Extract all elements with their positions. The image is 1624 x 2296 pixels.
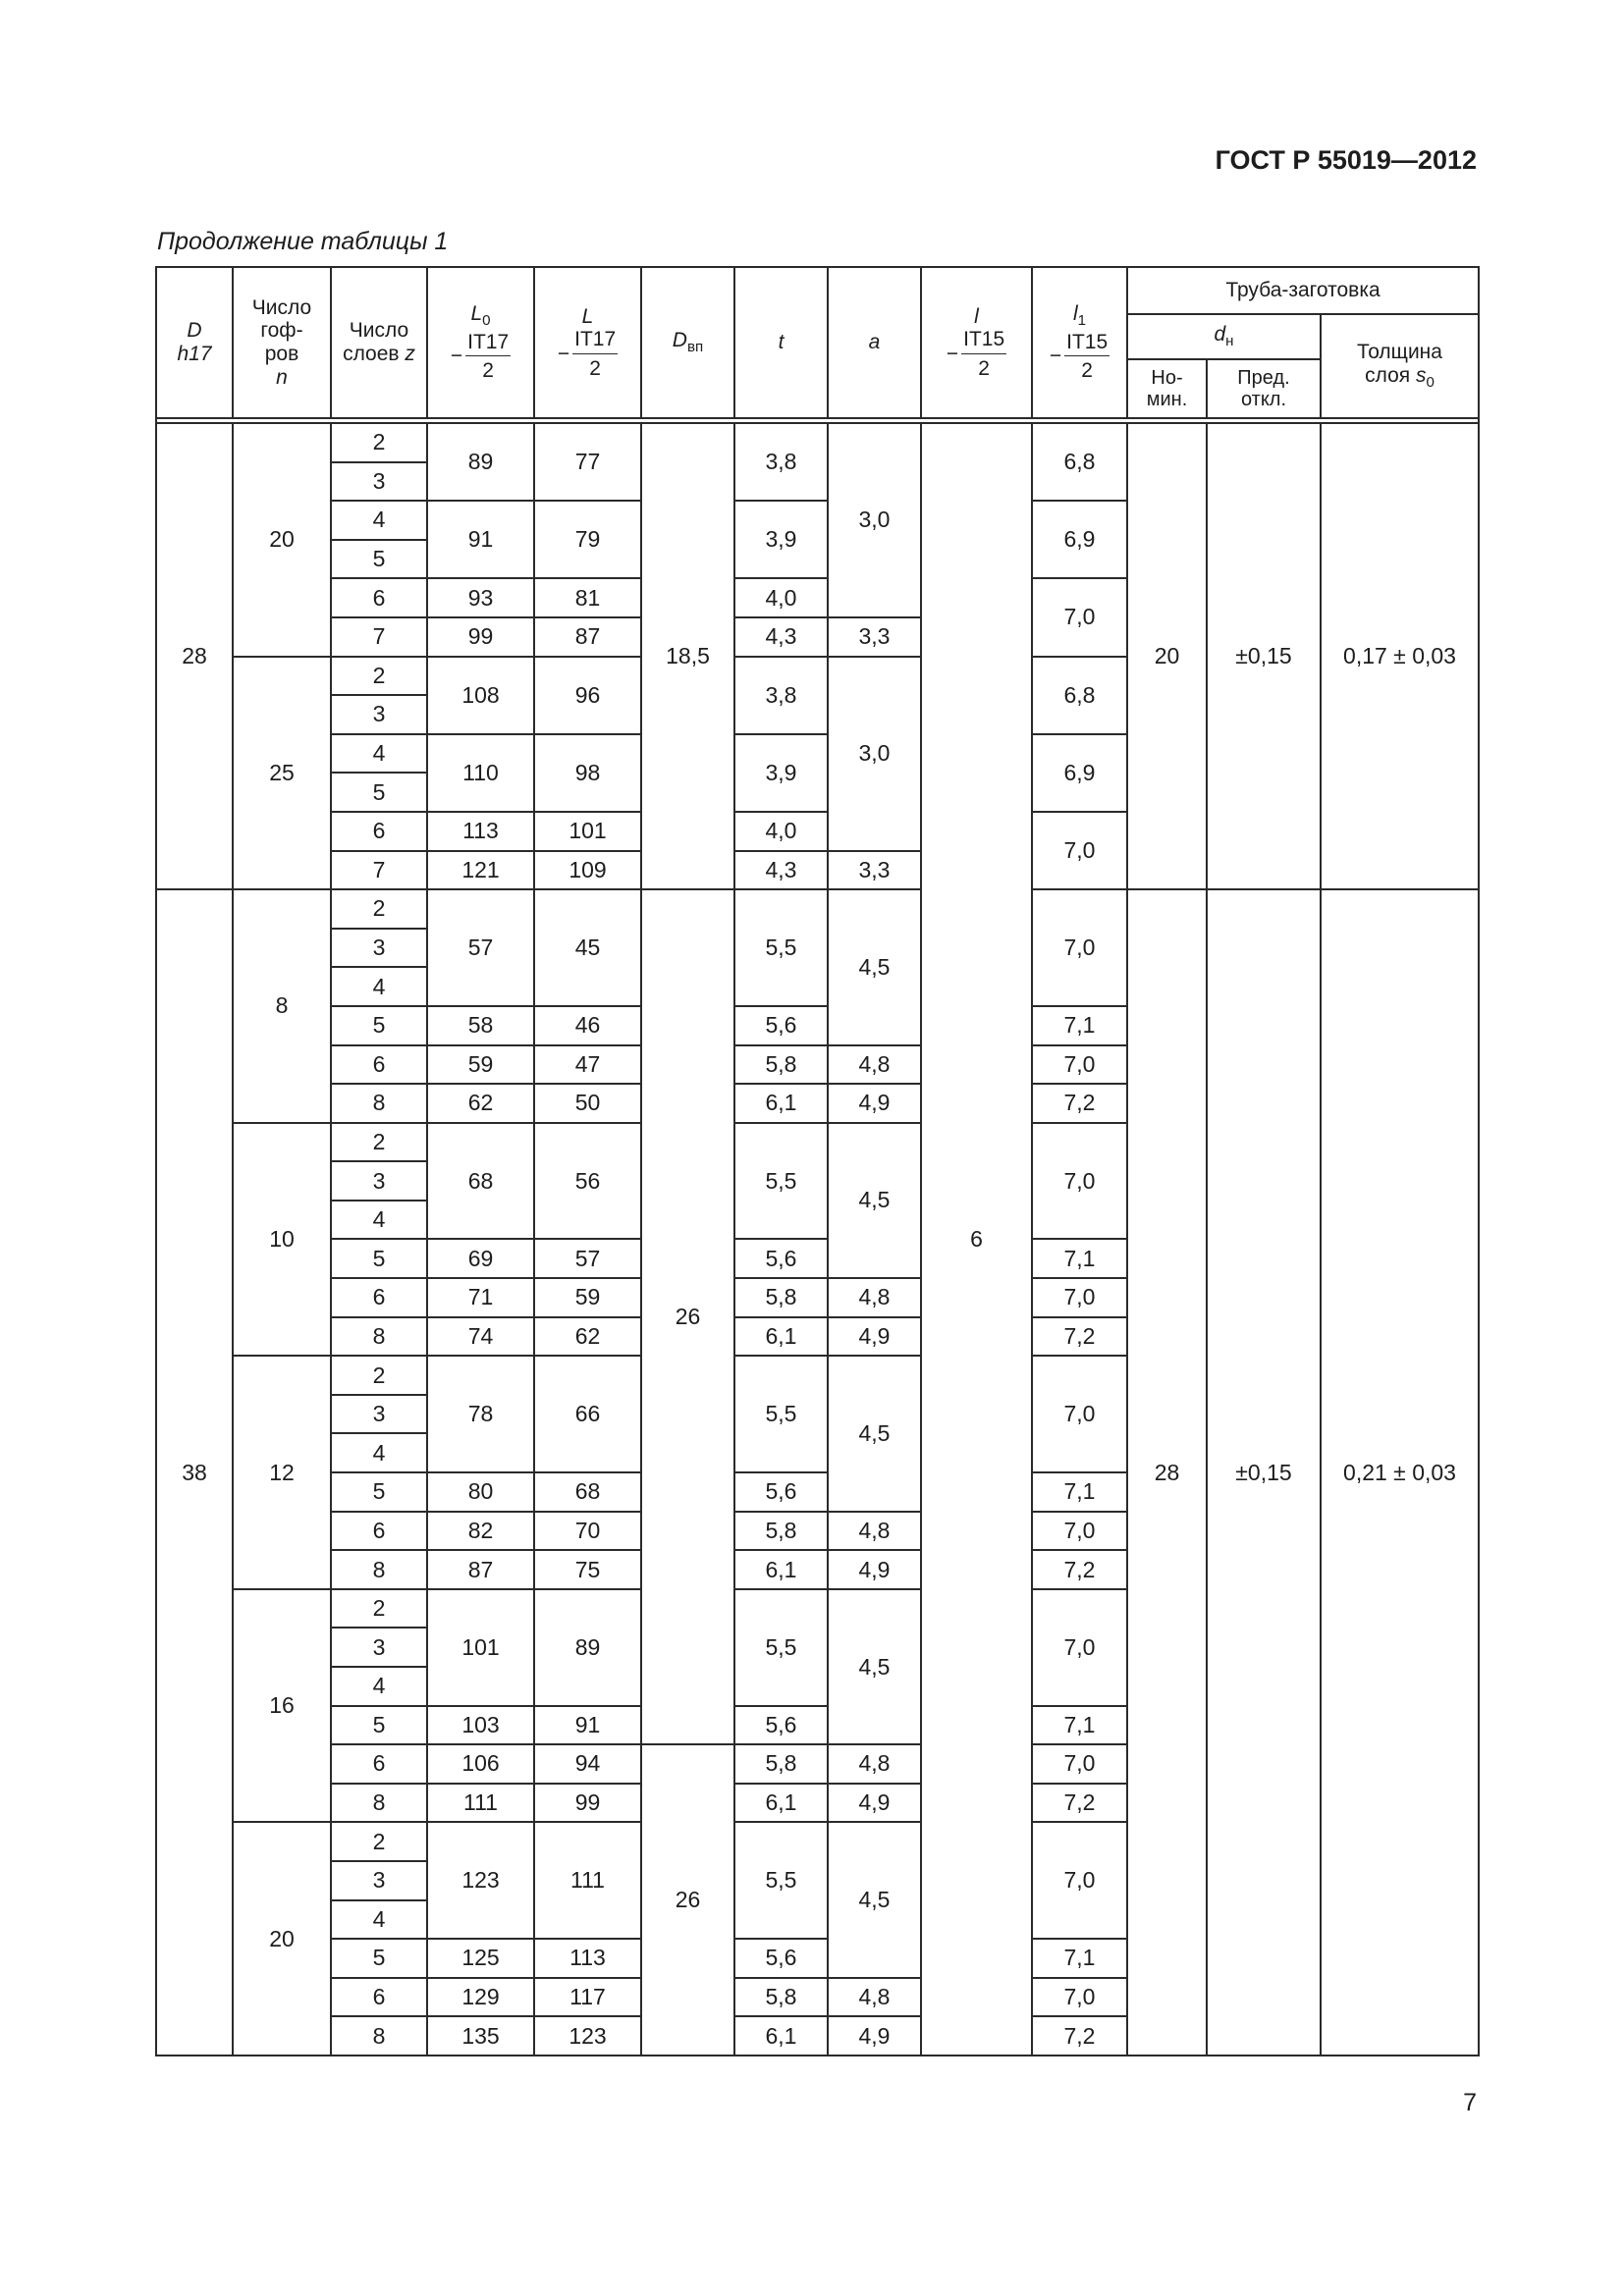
table-row xyxy=(156,423,1479,462)
col-header-L: L − $\frac{IT17}{2}$ xyxy=(534,267,641,418)
cell-n: 20 xyxy=(233,1822,331,2056)
col-header-t: t xyxy=(734,267,828,418)
cell-t: 5,5 xyxy=(734,1123,828,1240)
cell-a: 4,5 xyxy=(828,1356,921,1511)
cell-z: 2 xyxy=(331,1822,427,1861)
cell-l1: 7,0 xyxy=(1032,578,1127,656)
cell-n: 10 xyxy=(233,1123,331,1357)
cell-l1: 7,1 xyxy=(1032,1939,1127,1978)
cell-thickness: 0,17 ± 0,03 xyxy=(1321,423,1479,889)
cell-L: 59 xyxy=(534,1278,641,1317)
col-header-l1: $l_1$ − $\frac{IT15}{2}$ xyxy=(1032,267,1127,418)
cell-L0: 108 xyxy=(427,657,534,734)
cell-t: 5,8 xyxy=(734,1978,828,2017)
cell-z: 7 xyxy=(331,851,427,890)
cell-L: 79 xyxy=(534,501,641,578)
cell-L0: 91 xyxy=(427,501,534,578)
cell-a: 4,8 xyxy=(828,1045,921,1085)
cell-t: 6,1 xyxy=(734,2016,828,2056)
cell-z: 3 xyxy=(331,929,427,968)
cell-z: 5 xyxy=(331,1006,427,1045)
cell-l1: 6,9 xyxy=(1032,501,1127,578)
cell-L0: 78 xyxy=(427,1356,534,1472)
cell-l: 6 xyxy=(921,423,1032,2056)
cell-z: 6 xyxy=(331,1278,427,1317)
cell-z: 6 xyxy=(331,1744,427,1784)
cell-a: 4,8 xyxy=(828,1278,921,1317)
cell-l1: 7,0 xyxy=(1032,1123,1127,1240)
cell-t: 4,0 xyxy=(734,812,828,851)
cell-t: 5,5 xyxy=(734,1356,828,1472)
cell-t: 5,8 xyxy=(734,1278,828,1317)
cell-L0: 74 xyxy=(427,1317,534,1357)
cell-z: 5 xyxy=(331,1472,427,1512)
cell-L0: 101 xyxy=(427,1589,534,1706)
cell-z: 5 xyxy=(331,1939,427,1978)
document-code: ГОСТ Р 55019—2012 xyxy=(1215,145,1477,175)
cell-L0: 123 xyxy=(427,1822,534,1939)
cell-l1: 6,8 xyxy=(1032,423,1127,501)
cell-z: 3 xyxy=(331,1395,427,1434)
cell-z: 2 xyxy=(331,423,427,462)
cell-dn-nominal: 20 xyxy=(1127,423,1207,889)
cell-l1: 7,0 xyxy=(1032,1744,1127,1784)
cell-L0: 89 xyxy=(427,423,534,501)
cell-L0: 82 xyxy=(427,1512,534,1551)
cell-L0: 125 xyxy=(427,1939,534,1978)
cell-L0: 68 xyxy=(427,1123,534,1240)
cell-l1: 7,0 xyxy=(1032,1589,1127,1706)
cell-l1: 7,0 xyxy=(1032,1045,1127,1085)
cell-n: 8 xyxy=(233,889,331,1123)
cell-z: 4 xyxy=(331,1433,427,1472)
cell-z: 6 xyxy=(331,1978,427,2017)
cell-L: 98 xyxy=(534,734,641,812)
cell-Dvp: 26 xyxy=(641,889,734,1744)
cell-a: 4,9 xyxy=(828,1784,921,1823)
cell-z: 4 xyxy=(331,1201,427,1240)
col-header-nominal: Но- мин. xyxy=(1127,359,1207,418)
cell-l1: 7,0 xyxy=(1032,812,1127,889)
cell-a: 4,5 xyxy=(828,1822,921,1977)
cell-t: 5,5 xyxy=(734,889,828,1006)
cell-t: 5,6 xyxy=(734,1006,828,1045)
cell-n: 25 xyxy=(233,657,331,890)
cell-L: 123 xyxy=(534,2016,641,2056)
cell-z: 2 xyxy=(331,1589,427,1629)
cell-z: 3 xyxy=(331,1628,427,1667)
cell-L: 109 xyxy=(534,851,641,890)
cell-L0: 57 xyxy=(427,889,534,1006)
cell-L0: 106 xyxy=(427,1744,534,1784)
cell-L0: 110 xyxy=(427,734,534,812)
cell-z: 3 xyxy=(331,462,427,502)
cell-z: 8 xyxy=(331,1317,427,1357)
cell-D: 38 xyxy=(156,889,233,2056)
cell-a: 4,8 xyxy=(828,1512,921,1551)
cell-L: 57 xyxy=(534,1239,641,1278)
cell-l1: 7,1 xyxy=(1032,1006,1127,1045)
cell-a: 4,9 xyxy=(828,1084,921,1123)
cell-L: 68 xyxy=(534,1472,641,1512)
cell-L0: 69 xyxy=(427,1239,534,1278)
cell-z: 8 xyxy=(331,2016,427,2056)
cell-L: 81 xyxy=(534,578,641,617)
cell-L0: 59 xyxy=(427,1045,534,1085)
cell-n: 12 xyxy=(233,1356,331,1589)
cell-t: 4,3 xyxy=(734,617,828,657)
cell-L0: 129 xyxy=(427,1978,534,2017)
cell-L: 47 xyxy=(534,1045,641,1085)
cell-l1: 6,9 xyxy=(1032,734,1127,812)
dimensions-table xyxy=(155,266,1480,2056)
cell-L: 66 xyxy=(534,1356,641,1472)
cell-a: 3,3 xyxy=(828,617,921,657)
cell-a: 3,0 xyxy=(828,423,921,617)
cell-l1: 7,1 xyxy=(1032,1239,1127,1278)
cell-t: 6,1 xyxy=(734,1550,828,1589)
cell-L: 87 xyxy=(534,617,641,657)
cell-z: 2 xyxy=(331,657,427,696)
cell-l1: 7,1 xyxy=(1032,1472,1127,1512)
cell-l1: 7,1 xyxy=(1032,1706,1127,1745)
cell-L0: 103 xyxy=(427,1706,534,1745)
cell-t: 3,9 xyxy=(734,734,828,812)
col-header-deviation: Пред. откл. xyxy=(1207,359,1321,418)
cell-z: 6 xyxy=(331,1045,427,1085)
cell-z: 2 xyxy=(331,889,427,929)
page-number: 7 xyxy=(1463,2089,1477,2116)
cell-L: 46 xyxy=(534,1006,641,1045)
cell-t: 3,8 xyxy=(734,423,828,501)
cell-z: 8 xyxy=(331,1550,427,1589)
cell-z: 5 xyxy=(331,1706,427,1745)
cell-a: 3,0 xyxy=(828,657,921,851)
cell-L0: 80 xyxy=(427,1472,534,1512)
col-header-corrugations: Число гоф- ров n xyxy=(233,267,331,418)
cell-t: 5,6 xyxy=(734,1939,828,1978)
table-row xyxy=(156,889,1479,929)
cell-z: 4 xyxy=(331,1900,427,1940)
cell-l1: 7,0 xyxy=(1032,889,1127,1006)
cell-l1: 7,2 xyxy=(1032,1084,1127,1123)
cell-Dvp: 26 xyxy=(641,1744,734,2056)
cell-z: 4 xyxy=(331,501,427,540)
cell-L: 75 xyxy=(534,1550,641,1589)
cell-L0: 121 xyxy=(427,851,534,890)
cell-a: 4,8 xyxy=(828,1744,921,1784)
cell-L: 62 xyxy=(534,1317,641,1357)
cell-dn-nominal: 28 xyxy=(1127,889,1207,2056)
cell-l1: 7,0 xyxy=(1032,1278,1127,1317)
cell-l1: 7,2 xyxy=(1032,1784,1127,1823)
cell-a: 4,5 xyxy=(828,1589,921,1744)
cell-l1: 7,2 xyxy=(1032,2016,1127,2056)
cell-L: 117 xyxy=(534,1978,641,2017)
cell-z: 6 xyxy=(331,812,427,851)
col-header-thickness: Толщина слоя $s_0$ xyxy=(1321,314,1479,418)
cell-t: 3,9 xyxy=(734,501,828,578)
cell-L0: 93 xyxy=(427,578,534,617)
cell-L: 94 xyxy=(534,1744,641,1784)
cell-t: 3,8 xyxy=(734,657,828,734)
cell-z: 7 xyxy=(331,617,427,657)
cell-L: 111 xyxy=(534,1822,641,1939)
cell-t: 5,8 xyxy=(734,1045,828,1085)
col-header-dn: $d_н$ xyxy=(1127,314,1321,359)
cell-dn-deviation: ±0,15 xyxy=(1207,423,1321,889)
cell-L: 96 xyxy=(534,657,641,734)
col-header-l: l − $\frac{IT15}{2}$ xyxy=(921,267,1032,418)
cell-t: 5,8 xyxy=(734,1512,828,1551)
cell-n: 20 xyxy=(233,423,331,657)
cell-L: 99 xyxy=(534,1784,641,1823)
cell-a: 4,9 xyxy=(828,1317,921,1357)
cell-L: 50 xyxy=(534,1084,641,1123)
cell-l1: 7,0 xyxy=(1032,1512,1127,1551)
cell-z: 2 xyxy=(331,1356,427,1395)
col-header-Dvp: $D_{вп}$ xyxy=(641,267,734,418)
cell-L0: 99 xyxy=(427,617,534,657)
cell-L: 56 xyxy=(534,1123,641,1240)
cell-t: 6,1 xyxy=(734,1317,828,1357)
cell-l1: 7,2 xyxy=(1032,1550,1127,1589)
cell-t: 4,3 xyxy=(734,851,828,890)
cell-z: 5 xyxy=(331,1239,427,1278)
cell-z: 8 xyxy=(331,1784,427,1823)
table-caption: Продолжение таблицы 1 xyxy=(157,228,449,255)
cell-a: 4,8 xyxy=(828,1978,921,2017)
cell-thickness: 0,21 ± 0,03 xyxy=(1321,889,1479,2056)
cell-z: 4 xyxy=(331,967,427,1006)
cell-t: 5,8 xyxy=(734,1744,828,1784)
cell-L: 113 xyxy=(534,1939,641,1978)
cell-t: 5,6 xyxy=(734,1706,828,1745)
cell-L0: 71 xyxy=(427,1278,534,1317)
cell-L0: 113 xyxy=(427,812,534,851)
cell-L0: 135 xyxy=(427,2016,534,2056)
cell-t: 5,6 xyxy=(734,1472,828,1512)
cell-t: 6,1 xyxy=(734,1084,828,1123)
cell-l1: 7,2 xyxy=(1032,1317,1127,1357)
cell-L: 89 xyxy=(534,1589,641,1706)
cell-z: 3 xyxy=(331,1861,427,1900)
cell-a: 3,3 xyxy=(828,851,921,890)
cell-dn-deviation: ±0,15 xyxy=(1207,889,1321,2056)
col-header-layers: Число слоев z xyxy=(331,267,427,418)
cell-z: 6 xyxy=(331,578,427,617)
cell-L0: 87 xyxy=(427,1550,534,1589)
cell-z: 4 xyxy=(331,734,427,774)
cell-t: 6,1 xyxy=(734,1784,828,1823)
cell-l1: 7,0 xyxy=(1032,1356,1127,1472)
cell-t: 5,5 xyxy=(734,1822,828,1939)
cell-L: 70 xyxy=(534,1512,641,1551)
cell-t: 5,5 xyxy=(734,1589,828,1706)
cell-z: 2 xyxy=(331,1123,427,1162)
col-header-D: D h17 xyxy=(156,267,233,418)
cell-L: 77 xyxy=(534,423,641,501)
col-header-L0: $L_0$ − $\frac{IT17}{2}$ xyxy=(427,267,534,418)
cell-l1: 7,0 xyxy=(1032,1822,1127,1939)
cell-a: 4,5 xyxy=(828,889,921,1044)
col-header-tube-blank: Труба-заготовка xyxy=(1127,267,1479,314)
cell-L: 91 xyxy=(534,1706,641,1745)
cell-l1: 7,0 xyxy=(1032,1978,1127,2017)
col-header-a: a xyxy=(828,267,921,418)
cell-z: 5 xyxy=(331,540,427,579)
cell-t: 5,6 xyxy=(734,1239,828,1278)
cell-z: 8 xyxy=(331,1084,427,1123)
cell-z: 5 xyxy=(331,773,427,812)
cell-z: 6 xyxy=(331,1512,427,1551)
cell-Dvp: 18,5 xyxy=(641,423,734,889)
cell-t: 4,0 xyxy=(734,578,828,617)
cell-z: 3 xyxy=(331,1161,427,1201)
cell-L: 101 xyxy=(534,812,641,851)
cell-a: 4,9 xyxy=(828,1550,921,1589)
cell-l1: 6,8 xyxy=(1032,657,1127,734)
cell-a: 4,9 xyxy=(828,2016,921,2056)
cell-n: 16 xyxy=(233,1589,331,1823)
cell-L0: 111 xyxy=(427,1784,534,1823)
cell-z: 4 xyxy=(331,1667,427,1706)
cell-z: 3 xyxy=(331,695,427,734)
cell-L0: 58 xyxy=(427,1006,534,1045)
cell-L: 45 xyxy=(534,889,641,1006)
cell-D: 28 xyxy=(156,423,233,889)
cell-a: 4,5 xyxy=(828,1123,921,1278)
cell-L0: 62 xyxy=(427,1084,534,1123)
